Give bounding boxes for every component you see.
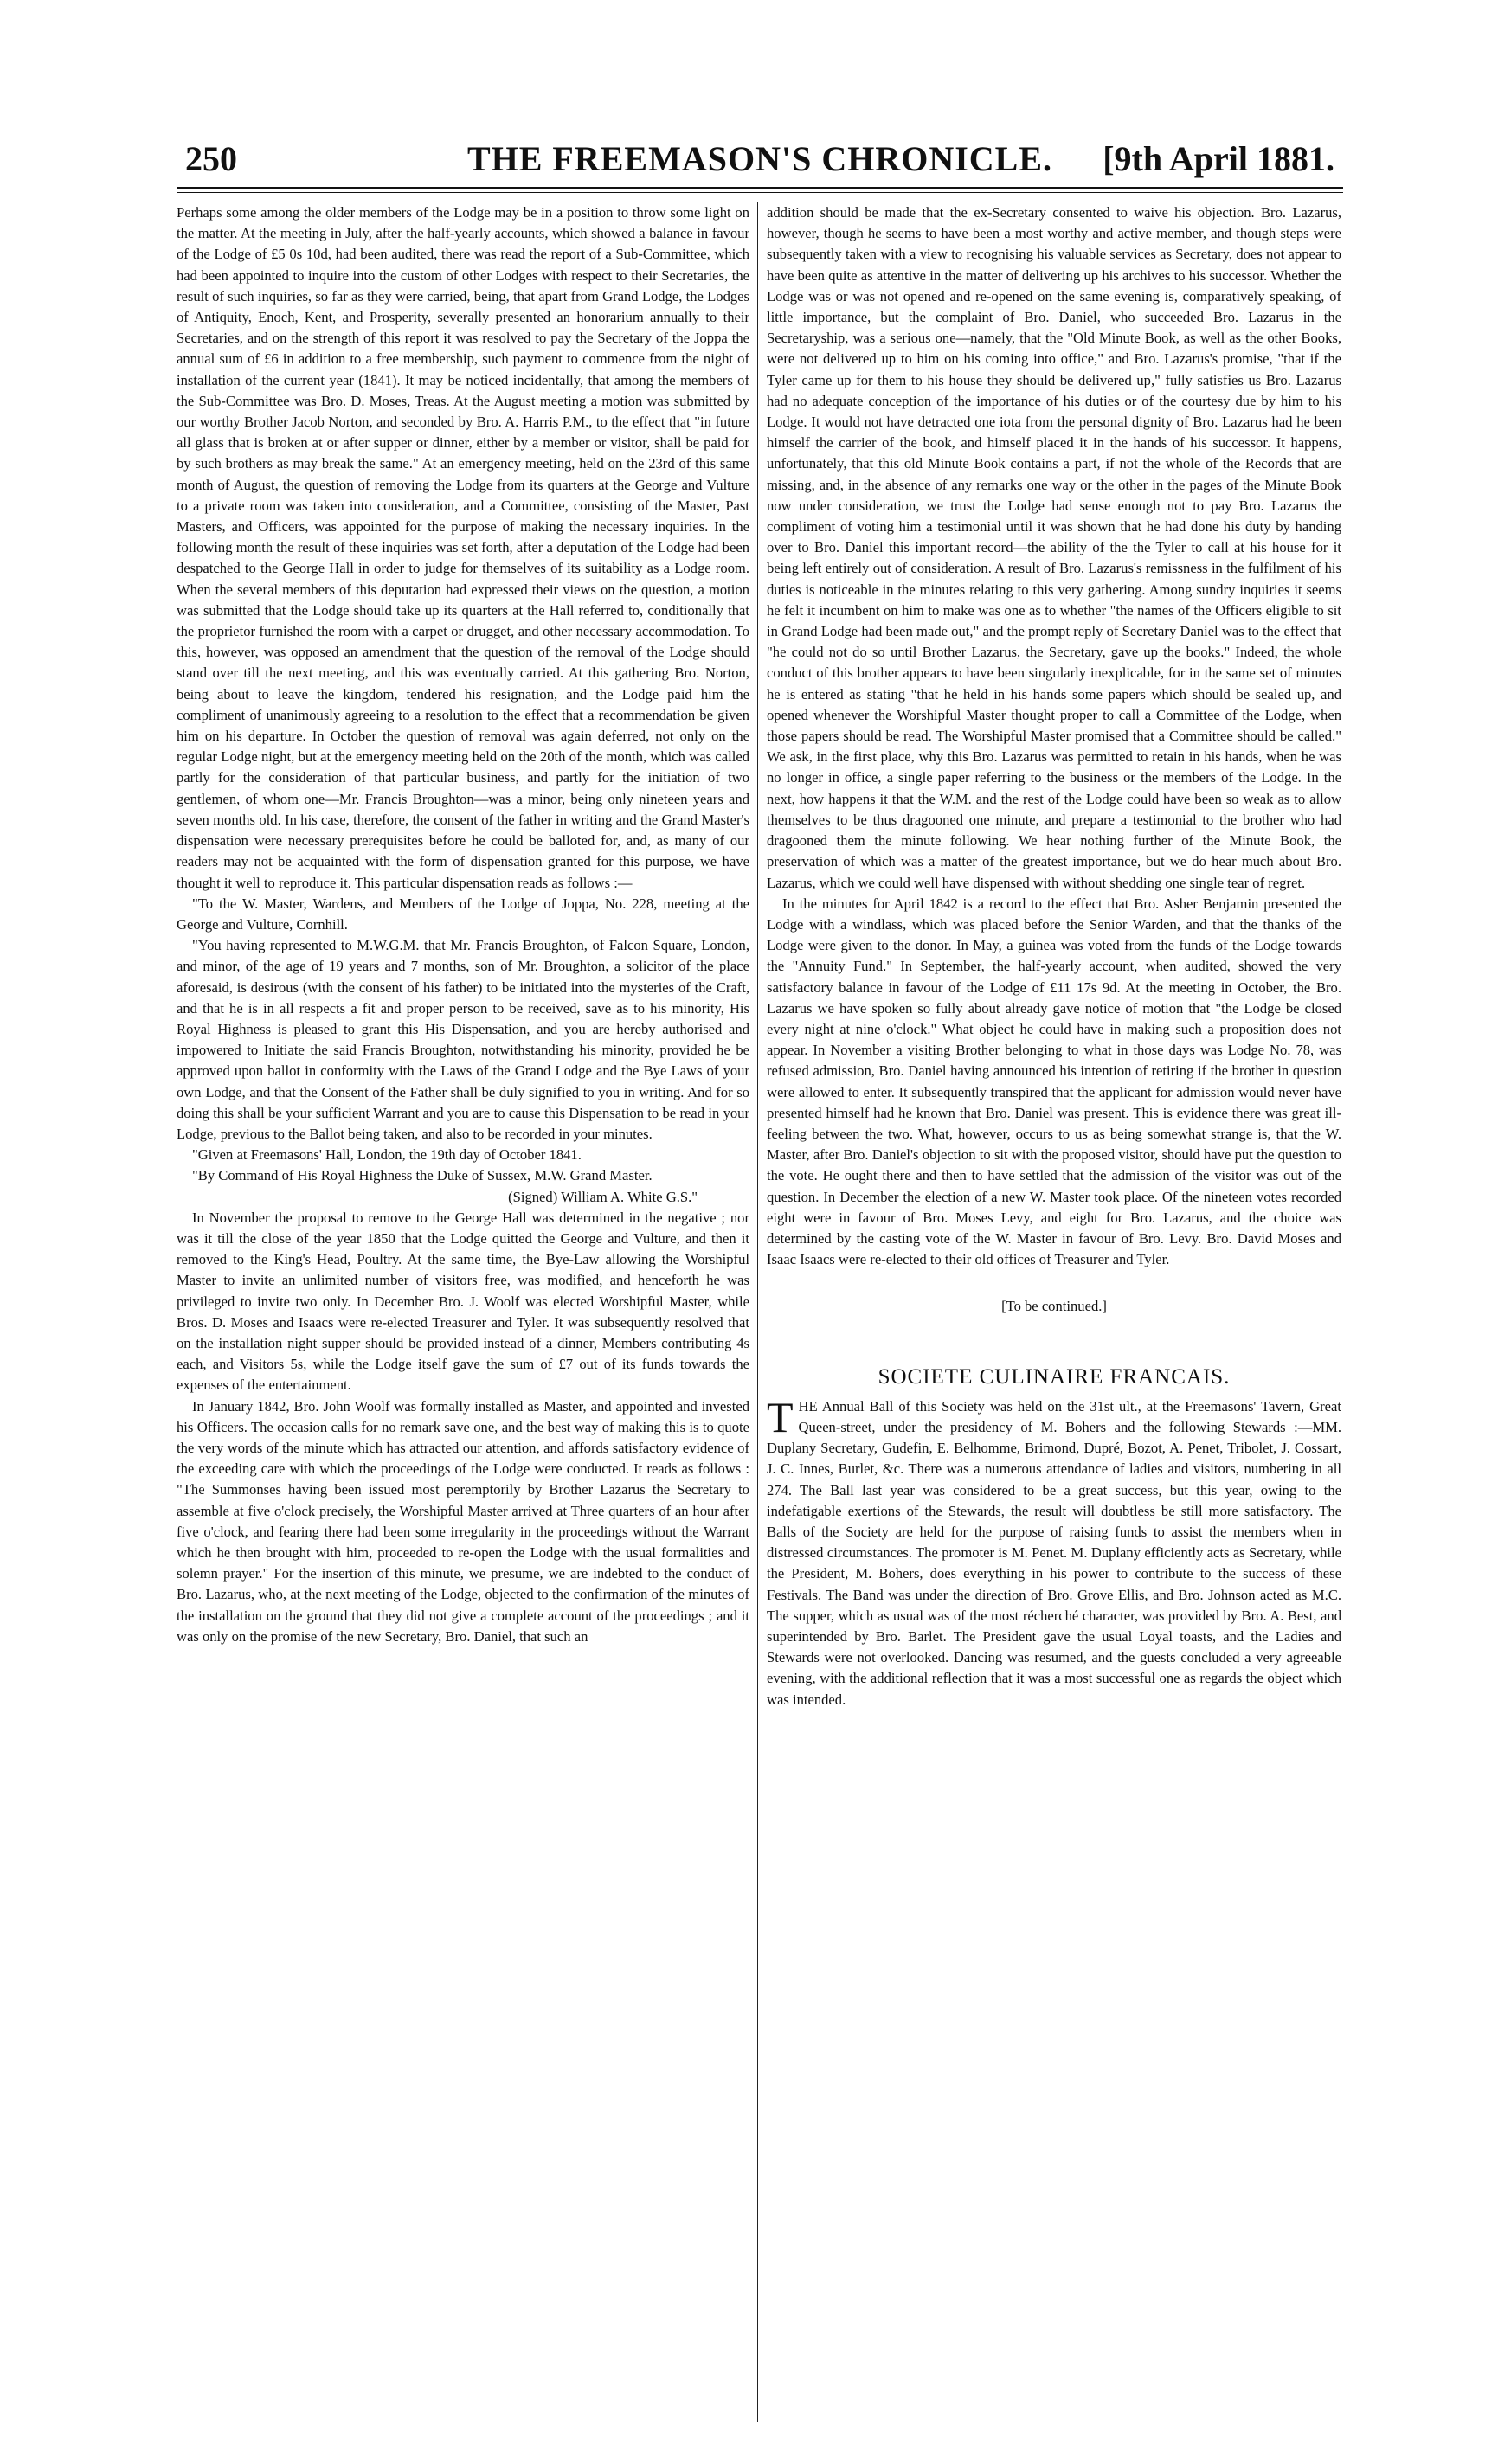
to-be-continued: [To be continued.] bbox=[1001, 1298, 1107, 1315]
article-headline: SOCIETE CULINAIRE FRANCAIS. bbox=[878, 1364, 1231, 1389]
article-body: HE Annual Ball of this Society was held on the 31st ult., at the Freemasons' Tavern, Great Queen-street, under the presidency of M. Bohers and the following Stewards :—MM. Duplany Secretary, Gudefin, E. Belhomme, Brimond, Dupré, Bozot, A. Penet, Tribolet, J. Cossart, J. C. Innes, Burlet, &c. There was a numerous attendance of ladies and visitors, numbering in all 274. The Ball last year was considered to be a great success, but this year, owing to the indefatigable exertions of the Stewards, the result will doubtless be still more satisfactory. The Balls of the Society are held for the purpose of raising funds to assist the members when in distressed circumstances. The promoter is M. Penet. M. Duplany efficiently acts as Secretary, while the President, M. Bohers, does everything in his power to contribute to the success of these Festivals. The Band was under the direction of Bro. Grove Ellis, and Bro. Johnson acted as M.C. The supper, which as usual was of the most récherché character, was provided by Bro. A. Best, and superintended by Bro. Barlet. The President gave the usual Loyal toasts, and the Ladies and Stewards were not overlooked. Dancing was resumed, and the guests concluded a very agreeable evening, with the additional reflection that it was a most successful one as regards the object which was intended. bbox=[767, 1397, 1341, 1708]
right-column bbox=[767, 202, 1341, 2422]
header-rule-thick bbox=[177, 187, 1343, 189]
dispensation-signature: (Signed) William A. White G.S." bbox=[508, 1188, 698, 1205]
article-paragraph: In the minutes for April 1842 is a record to the effect that Bro. Asher Benjamin presented the Lodge with a windlass, which was placed before the Senior Warden, and that the thanks of the Lodge were given to the donor. In May, a guinea was voted from the funds of the Lodge towards the "Annuity Fund." In September, the half-yearly account, when audited, showed the very satisfactory balance in favour of the Lodge of £11 17s 9d. At the meeting in October, the Bro. Lazarus we have spoken so fully about already gave notice of motion that "the Lodge be closed every night at nine o'clock." What object he could have in making such a proposition does not appear. In November a visiting Brother belonging to what in those days was Lodge No. 78, was refused admission, Bro. Daniel having announced his intention of retiring if the brother in question were allowed to enter. It subsequently transpired that the applicant for admission would never have presented himself had he known that Bro. Daniel was present. This is evidence there was great ill-feeling between the two. What, however, occurs to us as being somewhat strange is, that the W. Master, after Bro. Daniel's objection to sit with the proposed visitor, should have put the question to the vote. He ought there and then to have settled that the admission of the visitor was out of the question. In December the election of a new W. Master took place. Of the nineteen votes recorded eight were in favour of Bro. Moses Levy, and eight for Bro. Lazarus, and the choice was determined by the casting vote of the W. Master in favour of Bro. Levy. Bro. David Moses and Isaac Isaacs were re-elected to their old offices of Treasurer and Tyler. bbox=[767, 895, 1341, 1268]
publication-title: THE FREEMASON'S CHRONICLE. bbox=[466, 139, 1053, 178]
article-paragraph: In November the proposal to remove to the George Hall was determined in the negative ; nor was it till the close of the year 1850 that the Lodge quitted the George and Vulture, and then it removed to the King's Head, Poultry. At the same time, the Bye-Law allowing the Worshipful Master to invite an unlimited number of visitors free, was modified, and henceforth he was privileged to invite two only. In December Bro. J. Woolf was elected Worshipful Master, while Bros. D. Moses and Isaacs were re-elected Treasurer and Tyler. It was subsequently resolved that on the installation night supper should be provided instead of a dinner, Members contributing 4s each, and Visitors 5s, while the Lodge itself gave the sum of £7 out of its funds towards the expenses of the entertainment. bbox=[177, 1209, 749, 1394]
dispensation-date: "Given at Freemasons' Hall, London, the 19th day of October 1841. bbox=[192, 1146, 582, 1164]
article-paragraph: addition should be made that the ex-Secretary consented to waive his objection. Bro. Lazarus, however, though he seems to have been a most worthy and active member, and though steps were subsequently taken with a view to recognising his valuable services as Secretary, does not appear to have been quite as attentive in the matter of delivering up his archives to his successor. Whether the Lodge was or was not opened and re-opened on the same evening is, comparatively speaking, of little importance, but the complaint of Bro. Daniel, who succeeded Bro. Lazarus in the Secretaryship, was a serious one—namely, that the "Old Minute Book, as well as the other Books, were not delivered up to him on his coming into office," and Bro. Lazarus's promise, "that if the Tyler came up for them to his house they should be delivered up," fully satisfies us Bro. Lazarus had no adequate conception of the importance of his duties or of the courtesy due by him to his Lodge. It would not have detracted one iota from the personal dignity of Bro. Lazarus had he been himself the carrier of the book, and himself placed it in the hands of his successor. It happens, unfortunately, that this old Minute Book contains a part, if not the whole of the Records that are missing, and, in the absence of any remarks one way or the other in the pages of the Minute Book now under consideration, we trust the Lodge had sense enough not to pay Bro. Lazarus the compliment of voting him a testimonial until it was shown that he had done his duty by handing over to Bro. Daniel this important record—the ability of the the Tyler to call at his house for it being left entirely out of consideration. A result of Bro. Lazarus's remissness in the fulfilment of his duties is noticeable in the minutes relating to this very gathering. Among sundry inquiries it seems he felt it incumbent on him to make was one as to whether "the names of the Officers eligible to sit in Grand Lodge had been made out," and the prompt reply of Secretary Daniel was to the effect that "he could not do so until Brother Lazarus, the Secretary, gave up the books." Indeed, the whole conduct of this brother appears to have been singularly inexplicable, for in the same set of minutes he is entered as stating "that he held in his hands some papers which should be sealed up, and opened whenever the Worshipful Master thought proper to call a Committee of the Lodge, when those papers should be read. The Worshipful Master promised that a Committee should be called." We ask, in the first place, why this Bro. Lazarus was permitted to retain in his hands, when he was no longer in office, a single paper referring to the business or the members of the Lodge. In the next, how happens it that the W.M. and the rest of the Lodge could have been so weak as to allow themselves to be thus dragooned one minute, and prepare a testimonial to the brother who had dragooned them the minute following. We hear nothing further of the Minute Book, the preservation of which was a matter of the greatest importance, but we do hear much about Bro. Lazarus, which we could well have dispensed with without shedding one single tear of regret. bbox=[767, 204, 1341, 891]
dispensation-command: "By Command of His Royal Highness the Duke of Sussex, M.W. Grand Master. bbox=[192, 1167, 653, 1184]
drop-cap: T bbox=[767, 1392, 794, 1441]
left-column bbox=[177, 202, 749, 2422]
article-paragraph bbox=[767, 1392, 1341, 1710]
header-rule-thin bbox=[177, 192, 1343, 193]
article-paragraph: Perhaps some among the older members of the Lodge may be in a position to throw some light on the matter. At the meeting in July, after the half-yearly accounts, which showed a balance in favour of the Lodge of £5 0s 10d, had been audited, there was read the report of a Sub-Committee, which had been appointed to inquire into the custom of other Lodges with respect to their Secretaries, the result of such inquiries, so far as they were carried, being, that apart from Grand Lodge, the Lodges of Antiquity, Enoch, Kent, and Prosperity, severally presented an honorarium annually to their Secretaries, and on the strength of this report it was resolved to pay the Secretary of the Joppa the annual sum of £6 in addition to a free membership, such payment to commence from the night of installation of the current year (1841). It may be noticed incidentally, that among the members of the Sub-Committee was Bro. D. Moses, Treas. At the August meeting a motion was submitted by our worthy Brother Jacob Norton, and seconded by Bro. A. Harris P.M., to the effect that "in future all glass that is broken at or after supper or dinner, either by a member or visitor, shall be paid for by such brothers as may break the same." At an emergency meeting, held on the 23rd of this same month of August, the question of removing the Lodge from its quarters at the George and Vulture to a private room was taken into consideration, and a Committee, consisting of the Master, Past Masters, and Officers, was appointed for the purpose of making the necessary inquiries. In the following month the result of these inquiries was set forth, after a deputation of the Lodge had been despatched to the George Hall in order to judge for themselves of its suitability as a Lodge room. When the several members of this deputation had expressed their views on the question, a motion was submitted that the Lodge should take up its quarters at the Hall referred to, conditionally that the proprietor furnished the room with a carpet or drugget, and other necessary accommodation. To this, however, was opposed an amendment that the question of the removal of the Lodge should stand over till the next meeting, and this was eventually carried. At this gathering Bro. Norton, being about to leave the kingdom, tendered his resignation, and the Lodge paid him the compliment of unanimously agreeing to a resolution to the effect that a recommendation be given him on his departure. In October the question of removal was again deferred, not only on the regular Lodge night, but at the emergency meeting held on the 20th of the month, which was called partly for the consideration of that particular business, and partly for the initiation of two gentlemen, of whom one—Mr. Francis Broughton—was a minor, being only nineteen years and seven months old. In his case, therefore, the consent of the father in writing and the Grand Master's dispensation were necessary prerequisites before he could be balloted for, and, as many of our readers may not be acquainted with the form of dispensation granted for this purpose, we have thought it well to reproduce it. This particular dispensation reads as follows :— bbox=[177, 204, 749, 891]
article-paragraph: In January 1842, Bro. John Woolf was formally installed as Master, and appointed and invested his Officers. The occasion calls for no remark save one, and the best way of making this is to quote the very words of the minute which has attracted our attention, and affords satisfactory evidence of the exceeding care with which the proceedings of the Lodge were conducted. It reads as follows : "The Summonses having been issued most peremptorily by Brother Lazarus the Secretary to assemble at five o'clock precisely, the Worshipful Master arrived at Three quarters of an hour after five o'clock, and fearing there had been some irregularity in the proceedings without the Warrant which he then brought with him, proceeded to re-open the Lodge with the usual formalities and solemn prayer." For the insertion of this minute, we presume, we are indebted to the conduct of Bro. Lazarus, who, at the next meeting of the Lodge, objected to the confirmation of the minutes of the installation on the ground that they did not give a complete account of the proceedings ; and it was only on the promise of the new Secretary, Bro. Daniel, that such an bbox=[177, 1397, 749, 1645]
issue-date: [9th April 1881. bbox=[1103, 139, 1334, 178]
column-divider bbox=[757, 202, 758, 2422]
dispensation-text: "You having represented to M.W.G.M. that Mr. Francis Broughton, of Falcon Square, London, and minor, of the age of 19 years and 7 months, son of Mr. Broughton, a solicitor of the place aforesaid, is desirous (with the consent of his father) to be initiated into the mysteries of the Craft, and that he is in all respects a fit and proper person to be received, save as to his minority, His Royal Highness is pleased to grant this His Dispensation, and you are hereby authorised and impowered to Initiate the said Francis Broughton, notwithstanding his minority, provided he be approved upon ballot in conformity with the Laws of the Grand Lodge and the Bye Laws of your own Lodge, and that the Consent of the Father shall be duly signified to you in writing. And for so doing this shall be your sufficient Warrant and you are to cause this Dispensation to be read in your Lodge, previous to the Ballot being taken, and also to be recorded in your minutes. bbox=[177, 937, 749, 1142]
page-number: 250 bbox=[185, 139, 237, 178]
dispensation-address: "To the W. Master, Wardens, and Members of the Lodge of Joppa, No. 228, meeting at the George and Vulture, Cornhill. bbox=[177, 895, 749, 933]
masthead bbox=[177, 138, 1343, 187]
